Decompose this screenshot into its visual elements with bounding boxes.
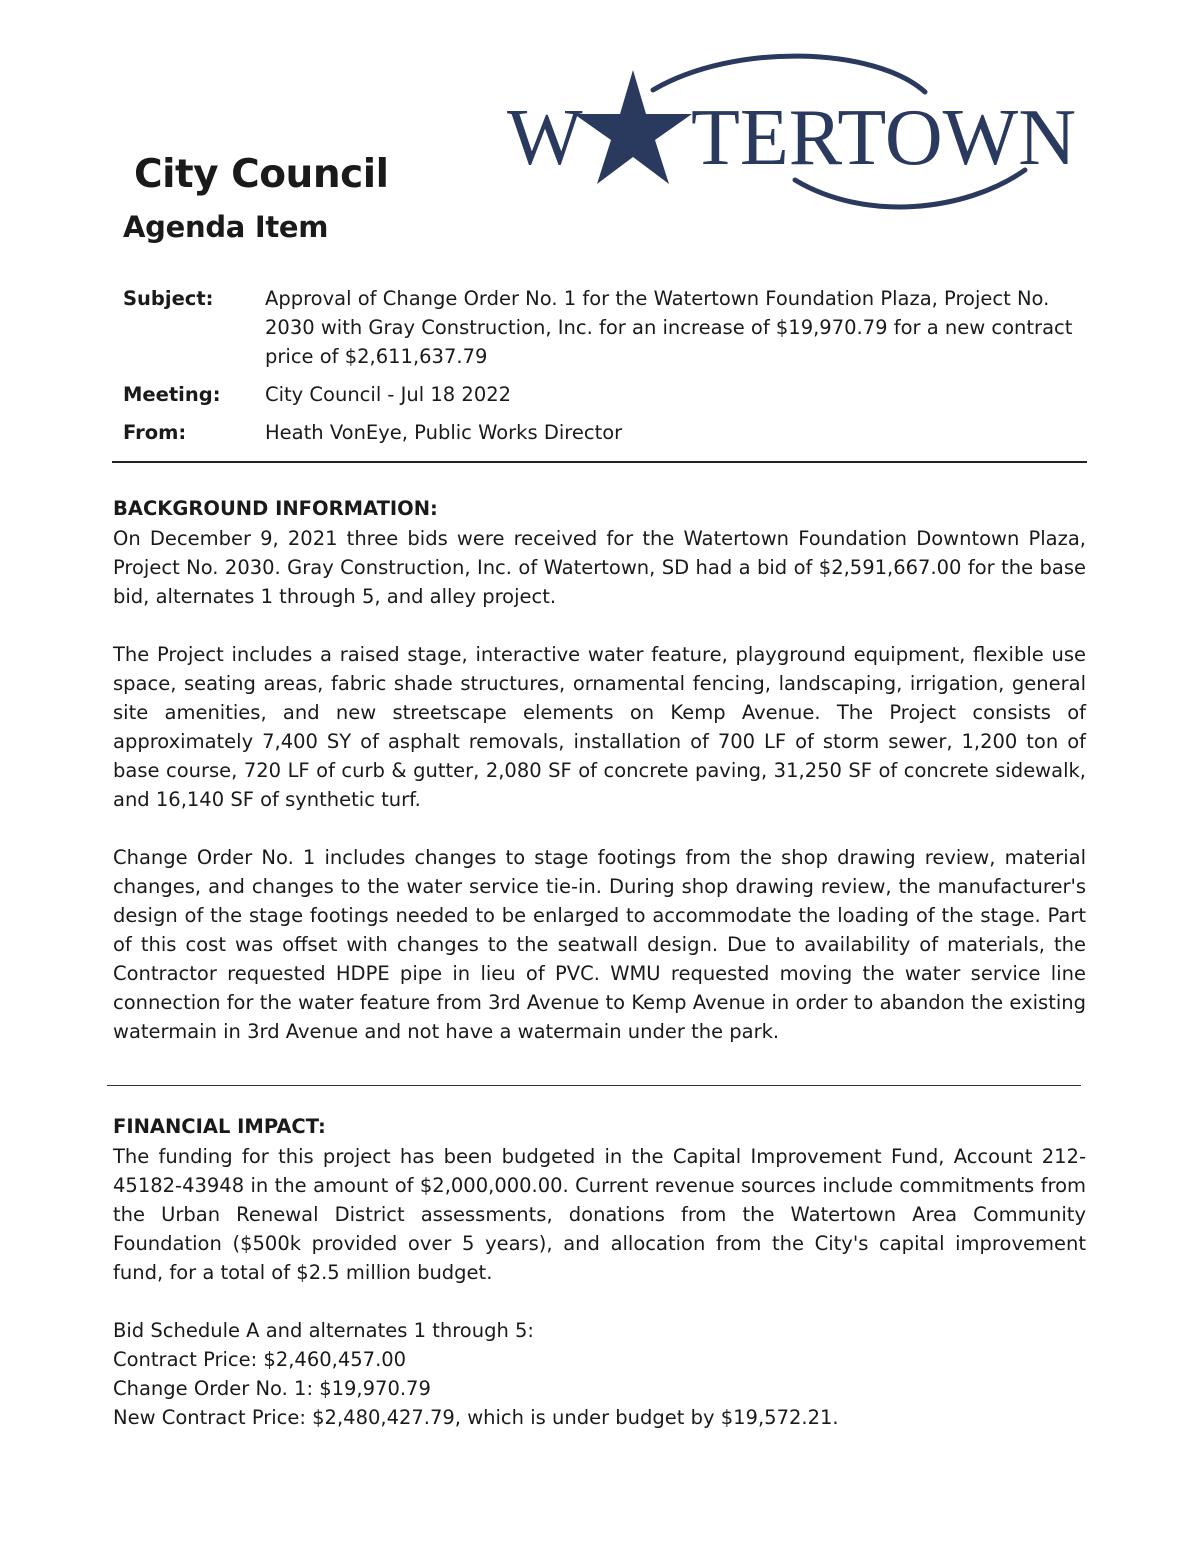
background-paragraph-2: The Project includes a raised stage, interactive water feature, playground equipment, flexible use space, seating areas, fabric shade structures, ornamental fencing, landscaping, irrigation, general site amenities, and new streetscape elements on Kemp Avenue. The Project consists of approximately 7,400 SY of asphalt removals, installation of 700 LF of storm sewer, 1,200 ton of base course, 720 LF of curb & gutter, 2,080 SF of concrete paving, 31,250 SF of concrete sidewalk, and 16,140 SF of synthetic turf. bbox=[113, 643, 1086, 811]
financial-section bbox=[113, 1113, 1086, 1432]
page-title: City Council bbox=[134, 152, 389, 197]
subject-value: Approval of Change Order No. 1 for the Watertown Foundation Plaza, Project No. 2030 with Gray Construction, Inc. for an increase of $19,970.79 for a new contract price of $2,611,637.79 bbox=[265, 287, 1073, 368]
contract-schedule bbox=[113, 1316, 1086, 1432]
financial-paragraph: The funding for this project has been budgeted in the Capital Improvement Fund, Account 212-45182-43948 in the amount of $2,000,000.00. Current revenue sources include commitments from the Urban Renewal District assessments, donations from the Watertown Area Community Foundation ($500k provided over 5 years), and allocation from the City's capital improvement fund, for a total of $2.5 million budget. bbox=[113, 1145, 1086, 1284]
section-divider bbox=[107, 1085, 1081, 1086]
background-paragraph-1: On December 9, 2021 three bids were received for the Watertown Foundation Downtown Plaza, Project No. 2030. Gray Construction, Inc. of Watertown, SD had a bid of $2,591,667.00 for the base bid, alternates 1 through 5, and alley project. bbox=[113, 527, 1086, 608]
schedule-line-4: New Contract Price: $2,480,427.79, which is under budget by $19,572.21. bbox=[113, 1406, 839, 1429]
meeting-label: Meeting: bbox=[123, 383, 221, 406]
financial-heading: FINANCIAL IMPACT: bbox=[113, 1115, 326, 1138]
watertown-logo bbox=[505, 52, 1080, 217]
schedule-line-3: Change Order No. 1: $19,970.79 bbox=[113, 1377, 431, 1400]
agenda-meta bbox=[123, 284, 1073, 456]
header-divider bbox=[112, 461, 1087, 463]
from-label: From: bbox=[123, 421, 187, 444]
background-paragraph-3: Change Order No. 1 includes changes to stage footings from the shop drawing review, material changes, and changes to the water service tie-in. During shop drawing review, the manufacturer's design of the stage footings needed to be enlarged to accommodate the loading of the stage. Part of this cost was offset with changes to the seatwall design. Due to availability of materials, the Contractor requested HDPE pipe in lieu of PVC. WMU requested moving the water service line connection for the water feature from 3rd Avenue to Kemp Avenue in order to abandon the existing watermain in 3rd Avenue and not have a watermain under the park. bbox=[113, 846, 1086, 1043]
meeting-value: City Council - Jul 18 2022 bbox=[265, 383, 512, 406]
background-heading: BACKGROUND INFORMATION: bbox=[113, 497, 438, 520]
svg-text:W: W bbox=[507, 94, 583, 182]
schedule-line-1: Bid Schedule A and alternates 1 through 5: bbox=[113, 1319, 534, 1342]
subject-row bbox=[123, 284, 1073, 371]
schedule-line-2: Contract Price: $2,460,457.00 bbox=[113, 1348, 407, 1371]
background-section bbox=[113, 495, 1086, 1075]
svg-text:TERTOWN: TERTOWN bbox=[691, 94, 1076, 182]
watertown-logo-graphic bbox=[505, 52, 1080, 217]
from-value: Heath VonEye, Public Works Director bbox=[265, 421, 623, 444]
subject-label: Subject: bbox=[123, 287, 214, 310]
meeting-row bbox=[123, 380, 1073, 409]
page-subtitle: Agenda Item bbox=[123, 210, 329, 244]
from-row bbox=[123, 418, 1073, 447]
